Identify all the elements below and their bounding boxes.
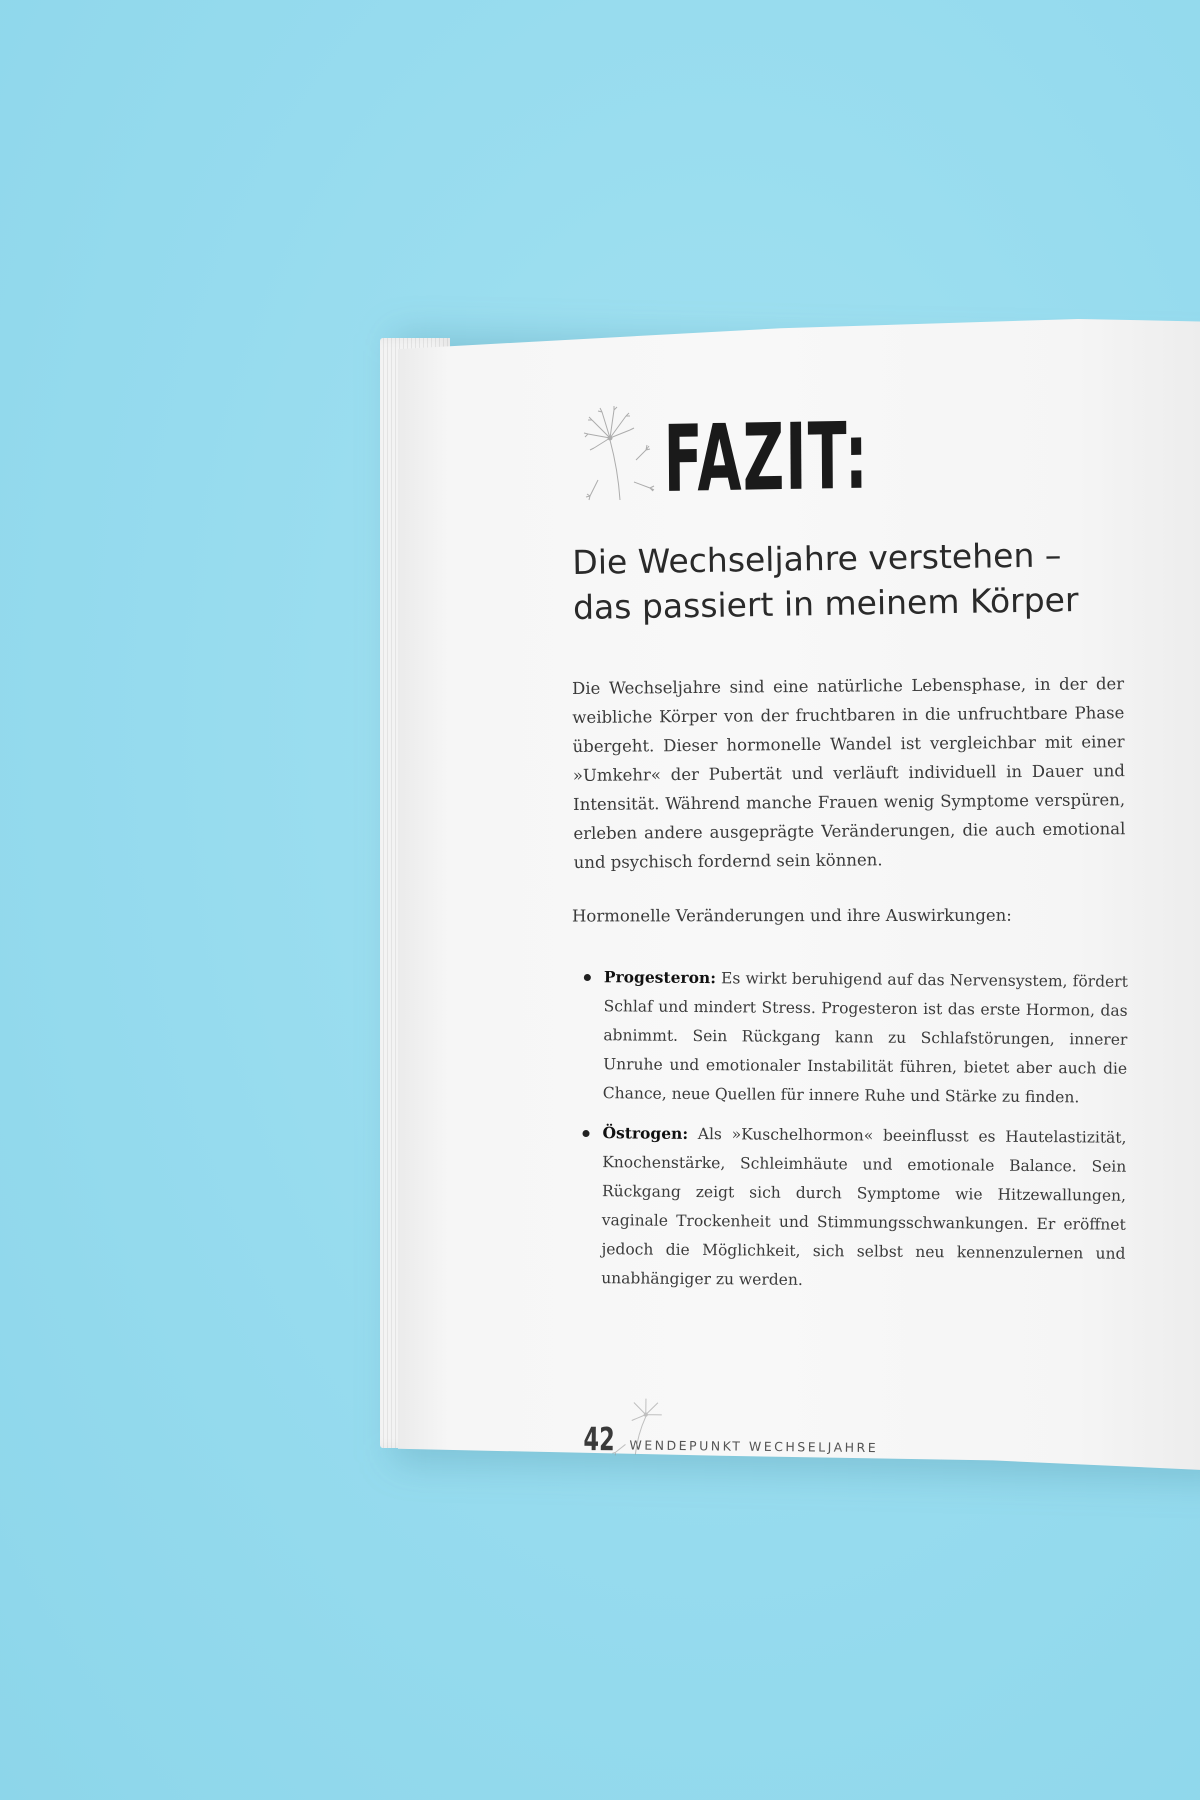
page-subtitle [572, 531, 1133, 630]
heading-block [580, 400, 995, 513]
list-item [579, 1118, 1127, 1298]
hormone-list [579, 962, 1128, 1308]
page-number: 42 [583, 1419, 615, 1459]
dandelion-icon [580, 400, 660, 510]
intro-paragraph: Die Wechseljahre sind eine natürliche Lebensphase, in der der weibliche Körper von der fruchtbaren in die unfruchtbare Phase übergeht. Dieser hormonelle Wandel ist vergleichbar mit einer »Umkehr« der Pubertät und verläuft individuell in Dauer und Intensität. Während manche Frauen wenig Symptome verspüren, erleben andere ausgeprägte Veränderungen, die auch emotional und psychisch fordernd sein können. [572, 674, 1126, 872]
list-item [581, 962, 1128, 1113]
bullet-text: Als »Kuschelhormon« beeinflusst es Hautelastizität, Knochenstärke, Schleimhäute und emotionale Balance. Sein Rückgang zeigt sich durch Symptome wie Hitzewallungen, vaginale Trockenheit und Stimmungsschwankungen. Er eröffnet jedoch die Möglichkeit, sich selbst neu kennenzulernen und unabhängiger zu werden. [601, 1124, 1127, 1289]
dandelion-icon [605, 1394, 666, 1459]
subtitle-line-2: das passiert in meinem Körper [572, 580, 1079, 627]
running-title: WENDEPUNKT WECHSELJAHRE [629, 1437, 879, 1456]
bullet-term: Östrogen: [602, 1123, 689, 1143]
bullet-text: Es wirkt beruhigend auf das Nervensystem, fördert Schlaf und mindert Stress. Progesteron ist das erste Hormon, das abnimmt. Sein Rückgang kann zu Schlafstörungen, innerer Unruhe und emotionaler Instabilität führen, bietet aber auch die Chance, neue Quellen für innere Ruhe und Stärke zu finden. [602, 969, 1128, 1107]
page-title: FAZIT: [663, 402, 870, 513]
bullet-term: Progesteron: [603, 967, 717, 988]
bullet-icon [584, 974, 591, 981]
bullet-icon [582, 1130, 589, 1137]
subtitle-line-1: Die Wechseljahre verstehen – [572, 535, 1062, 582]
section-label: Hormonelle Veränderungen und ihre Auswirkungen: [571, 905, 1012, 926]
page-footer [583, 1394, 878, 1461]
